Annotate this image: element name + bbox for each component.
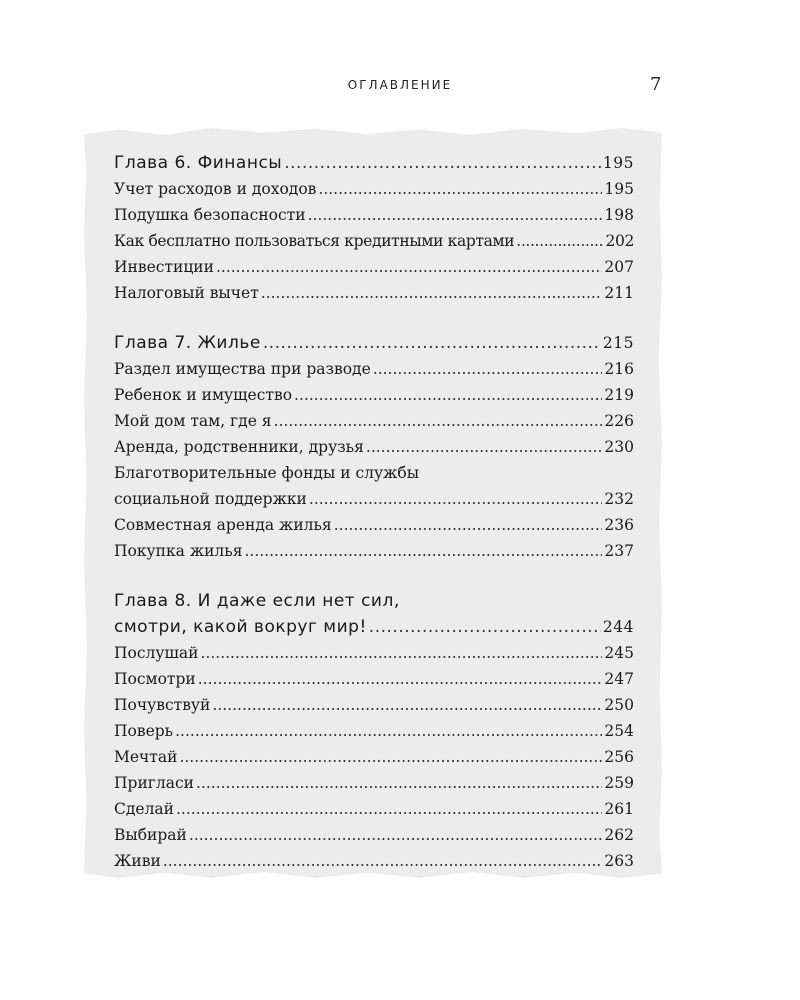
toc-chapter-8[interactable] <box>114 614 634 640</box>
toc-entry[interactable] <box>114 356 634 382</box>
dot-leader <box>373 356 603 382</box>
entry-title: Посмотри <box>114 670 196 688</box>
dot-leader <box>309 486 603 512</box>
entry-title: Послушай <box>114 644 199 662</box>
entry-page: 254 <box>604 722 634 740</box>
toc-entry[interactable] <box>114 666 634 692</box>
entry-title: Совместная аренда жилья <box>114 516 332 534</box>
dot-leader <box>176 796 602 822</box>
chapter-title: Глава 7. Жилье <box>114 333 261 353</box>
toc-chapter-6[interactable] <box>114 150 634 176</box>
entry-title: Инвестиции <box>114 258 214 276</box>
toc-entry[interactable] <box>114 408 634 434</box>
dot-leader <box>261 280 603 306</box>
entry-page: 216 <box>604 360 634 378</box>
entry-title: Покупка жилья <box>114 542 243 560</box>
entry-title: Мой дом там, где я <box>114 412 272 430</box>
entry-page: 211 <box>604 284 634 302</box>
entry-page: 226 <box>604 412 634 430</box>
entry-page: 219 <box>604 386 634 404</box>
chapter-7-section <box>114 330 634 564</box>
dot-leader <box>200 640 602 666</box>
chapter-title-line1: Глава 8. И даже если нет сил, <box>114 591 400 611</box>
toc-entry[interactable] <box>114 512 634 538</box>
dot-leader <box>216 254 602 280</box>
entry-page: 262 <box>604 826 634 844</box>
entry-title: Почувствуй <box>114 696 211 714</box>
dot-leader <box>369 614 601 640</box>
entry-title: Подушка безопасности <box>114 206 306 224</box>
dot-leader <box>263 330 601 356</box>
chapter-page: 215 <box>602 334 634 352</box>
entry-title: Живи <box>114 852 161 870</box>
dot-leader <box>294 382 602 408</box>
toc-entry-line1[interactable] <box>114 460 634 486</box>
chapter-8-section <box>114 588 634 874</box>
entry-page: 202 <box>605 232 634 250</box>
toc-entry[interactable] <box>114 718 634 744</box>
entry-title: Налоговый вычет <box>114 284 259 302</box>
entry-title: Учет расходов и доходов <box>114 180 317 198</box>
entry-page: 245 <box>604 644 634 662</box>
entry-page: 236 <box>604 516 634 534</box>
toc-entry[interactable] <box>114 822 634 848</box>
dot-leader <box>175 718 602 744</box>
entry-title: Мечтай <box>114 748 178 766</box>
table-of-contents <box>114 150 634 874</box>
toc-entry[interactable] <box>114 538 634 564</box>
toc-entry[interactable] <box>114 382 634 408</box>
dot-leader <box>284 150 601 176</box>
entry-title: Сделай <box>114 800 174 818</box>
chapter-title: Глава 6. Финансы <box>114 153 283 173</box>
entry-page: 263 <box>604 852 634 870</box>
dot-leader <box>274 408 603 434</box>
chapter-page: 195 <box>602 154 634 172</box>
entry-page: 230 <box>604 438 634 456</box>
dot-leader <box>334 512 603 538</box>
chapter-page: 244 <box>602 618 634 636</box>
toc-entry[interactable] <box>114 848 634 874</box>
toc-entry[interactable] <box>114 640 634 666</box>
entry-page: 261 <box>604 800 634 818</box>
entry-title: Пригласи <box>114 774 194 792</box>
entry-page: 195 <box>604 180 634 198</box>
entry-title: Поверь <box>114 722 174 740</box>
toc-entry[interactable] <box>114 176 634 202</box>
entry-page: 250 <box>604 696 634 714</box>
dot-leader <box>308 202 603 228</box>
entry-title-line2: социальной поддержки <box>114 490 307 508</box>
entry-page: 232 <box>604 490 634 508</box>
toc-entry[interactable] <box>114 228 634 254</box>
entry-title-line1: Благотворительные фонды и службы <box>114 464 420 482</box>
toc-entry[interactable] <box>114 692 634 718</box>
entry-title: Ребенок и имущество <box>114 386 293 404</box>
dot-leader <box>212 692 602 718</box>
toc-chapter-7[interactable] <box>114 330 634 356</box>
entry-page: 237 <box>604 542 634 560</box>
entry-page: 259 <box>604 774 634 792</box>
toc-entry[interactable] <box>114 254 634 280</box>
entry-title: Раздел имущества при разводе <box>114 360 371 378</box>
entry-title: Аренда, родственники, друзья <box>114 438 364 456</box>
dot-leader <box>189 822 603 848</box>
toc-entry[interactable] <box>114 486 634 512</box>
dot-leader <box>179 744 602 770</box>
dot-leader <box>245 538 603 564</box>
chapter-title-line2: смотри, какой вокруг мир! <box>114 617 367 637</box>
entry-page: 256 <box>604 748 634 766</box>
toc-entry[interactable] <box>114 202 634 228</box>
toc-entry[interactable] <box>114 770 634 796</box>
entry-page: 207 <box>604 258 634 276</box>
dot-leader <box>198 666 603 692</box>
entry-title: Выбирай <box>114 826 187 844</box>
toc-chapter-8-line1[interactable] <box>114 588 634 614</box>
dot-leader <box>163 848 603 874</box>
toc-entry[interactable] <box>114 280 634 306</box>
toc-entry[interactable] <box>114 796 634 822</box>
dot-leader <box>366 434 603 460</box>
running-head: ОГЛАВЛЕНИЕ <box>347 78 453 92</box>
chapter-6-section <box>114 150 634 306</box>
entry-page: 247 <box>604 670 634 688</box>
entry-page: 198 <box>604 206 634 224</box>
toc-entry[interactable] <box>114 744 634 770</box>
page-number: 7 <box>650 74 662 95</box>
dot-leader <box>196 770 602 796</box>
entry-title: Как бесплатно пользоваться кредитными картами <box>114 232 515 250</box>
dot-leader <box>318 176 602 202</box>
dot-leader <box>516 228 603 254</box>
toc-entry[interactable] <box>114 434 634 460</box>
